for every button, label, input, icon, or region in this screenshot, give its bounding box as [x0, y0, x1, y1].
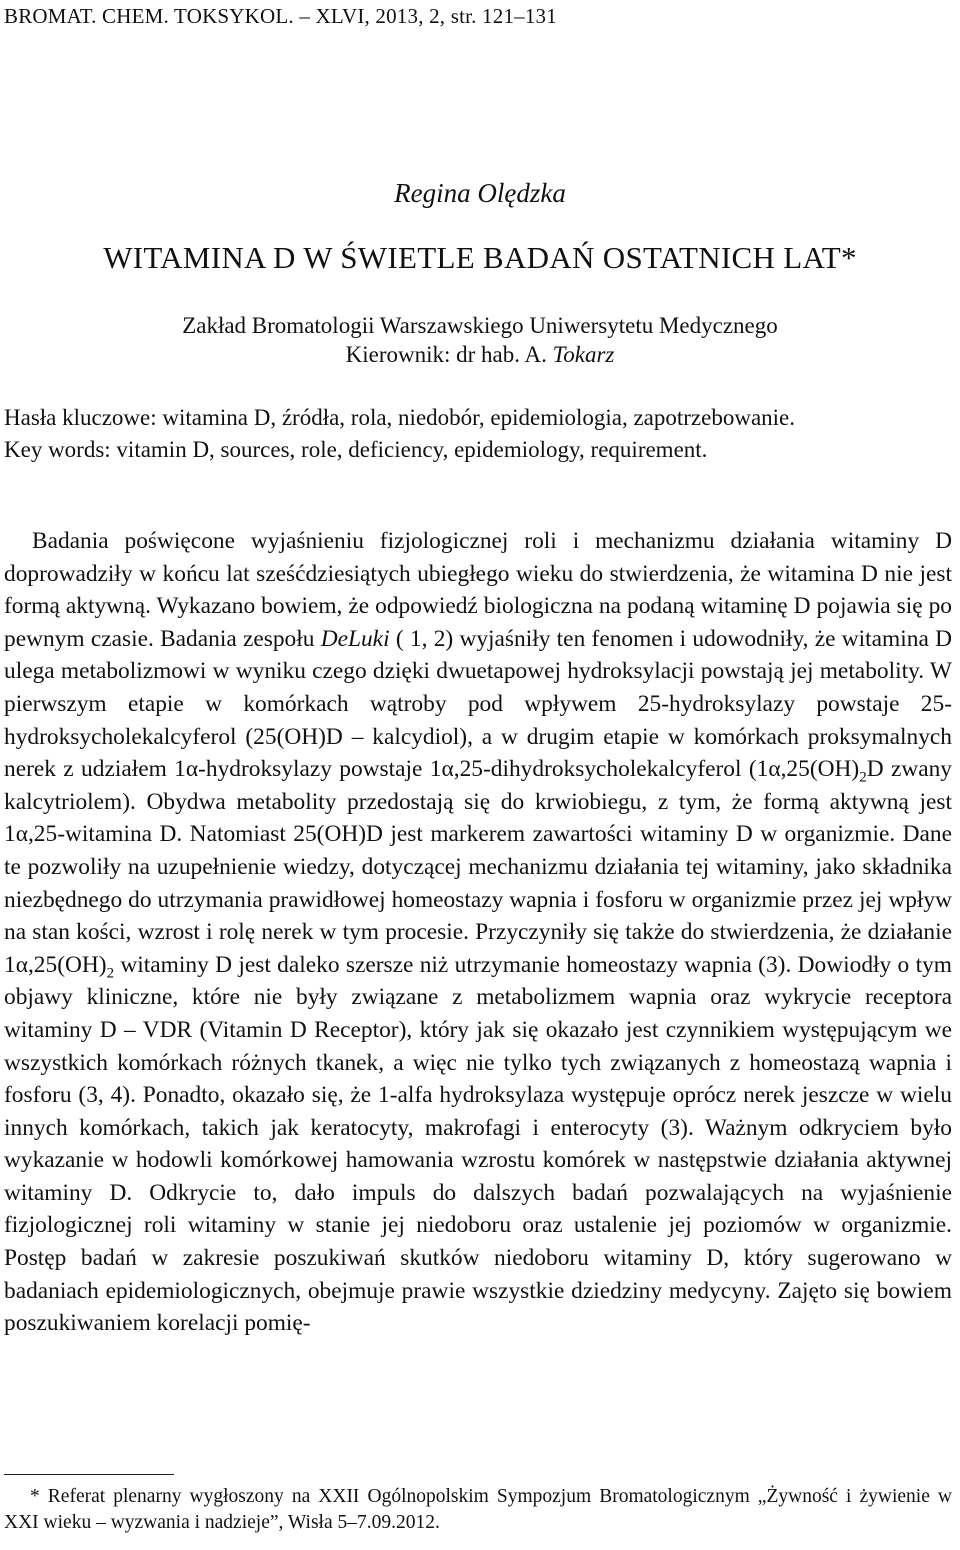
body-text-part: witaminy D jest daleko szersze niż utrzymanie homeostazy wapnia (3). Dowiodły o tym objawy kliniczne, które nie były związane z metabolizmem wapnia oraz wykrycie receptora witaminy D – VDR (Vitamin D Receptor), który jak się okazało jest czynnikiem występującym we wszystkich komórkach różnych tkanek, a więc nie tylko tych związanych z homeostazą wapnia i fosforu (3, 4). Ponadto, okazało się, że 1-alfa hydroksylaza występuje oprócz nerek jeszcze w wielu innych komórkach, takich jak keratocyty, makrofagi i enterocyty (3). Ważnym odkryciem było wykazanie w hodowli komórkowej hamowania wzrostu komórek w następstwie działania aktywnej witaminy D. Odkrycie to, dało impuls do dalszych badań pozwalających na wyjaśnienie fizjologicznej roli witaminy w stanie jej niedoboru oraz ustalenie jej poziomów w organizmie. Postęp badań w zakresie poszukiwań skutków niedoboru witaminy D, który sugerowano w badaniach epidemiologicznych, obejmuje prawie wszystkie dziedziny medycyny. Zajęto się bowiem poszukiwaniem korelacji pomię- [4, 951, 952, 1337]
body-paragraph [4, 525, 952, 1340]
keywords-polish: Hasła kluczowe: witamina D, źródła, rola, niedobór, epidemiologia, zapotrzebowanie. [4, 405, 796, 430]
journal-running-head: BROMAT. CHEM. TOKSYKOL. – XLVI, 2013, 2, str. 121–131 [4, 4, 557, 28]
head-name: Tokarz [552, 342, 615, 367]
head-of-department [0, 340, 960, 369]
footnote: * Referat plenarny wygłoszony na XXII Ogólnopolskim Sympozjum Bromatologicznym „Żywność i żywienie w XXI wieku – wyzwania i nadzieje”, Wisła 5–7.09.2012. [4, 1486, 952, 1533]
footnote-divider [4, 1474, 174, 1475]
body-text-part: ( 1, 2) wyjaśniły ten fenomen i udowodniły, że witamina D ulega metabolizmowi w wyniku czego dzięki dwuetapowej hydroksylacji powstają jej metabolity. W pierwszym etapie w komórkach wątroby pod wpływem 25-hydroksylazy powstaje 25-hydroksycholekalcyferol (25(OH)D – kalcydiol), a w drugim etapie w komórkach proksymalnych nerek z udziałem 1α-hydroksylazy powstaje 1α,25-dihydroksycholekalcyferol (1α,25(OH) [4, 625, 952, 783]
affiliation: Zakład Bromatologii Warszawskiego Uniwersytetu Medycznego [182, 313, 778, 338]
head-prefix: Kierownik: dr hab. A. [345, 342, 553, 367]
keywords-block [4, 402, 950, 466]
article-title: WITAMINA D W ŚWIETLE BADAŃ OSTATNICH LAT* [103, 240, 857, 275]
affiliation-block [0, 311, 960, 369]
body-italic-name: DeLuki [320, 625, 390, 652]
keywords-english: Key words: vitamin D, sources, role, deficiency, epidemiology, requirement. [4, 437, 708, 462]
subscript: 2 [106, 965, 115, 982]
subscript: 2 [859, 769, 867, 786]
body-text-part: Badania poświęcone wyjaśnieniu fizjologicznej roli i mechanizmu działania witaminy D doprowadziły w końcu lat sześćdziesiątych ubiegłego wieku do stwierdzenia, że witamina D nie jest formą aktywną. Wykazano bowiem, że odpowiedź biologiczna na podaną witaminę D pojawia się po pewnym czasie. Badania zespołu [4, 528, 952, 652]
author-name: Regina Olędzka [394, 178, 566, 208]
body-text-part: D zwany kalcytriolem). Obydwa metabolity przedostają się do krwiobiegu, z tym, że formą aktywną jest 1α,25-witamina D. Natomiast 25(OH)D jest markerem zawartości witaminy D w organizmie. Dane te pozwoliły na uzupełnienie wiedzy, dotyczącej mechanizmu działania tej witaminy, jako składnika niezbędnego do utrzymania prawidłowej homeostazy wapnia i fosforu w organizmie przez jej wpływ na stan kości, wzrost i rolę nerek w tym procesie. Przyczyniły się także do stwierdzenia, że działanie 1α,25(OH) [4, 756, 952, 978]
